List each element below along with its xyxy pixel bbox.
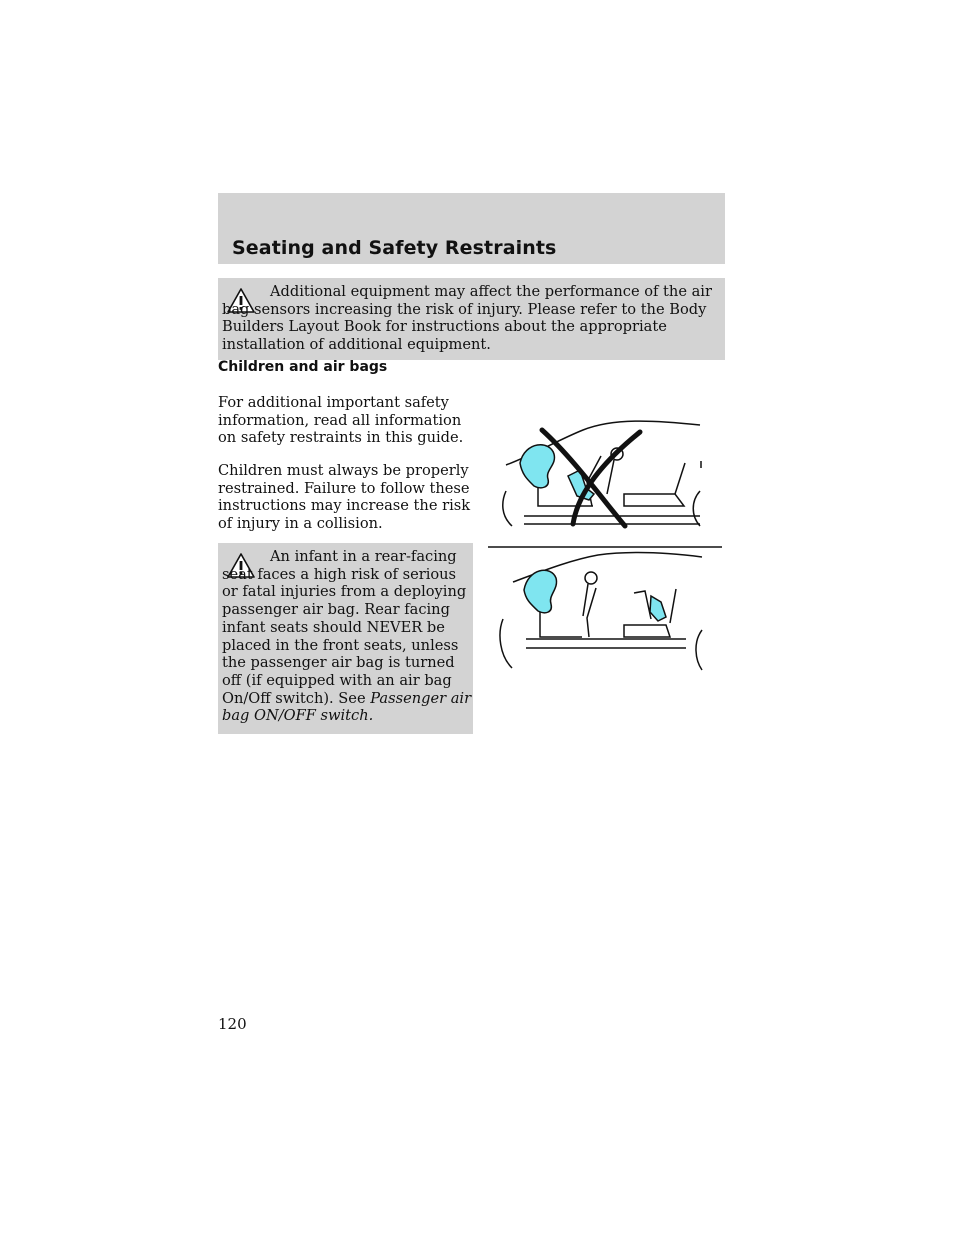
cross-reference-airbag-switch: Passenger air bag ON/OFF switch. bbox=[222, 689, 472, 725]
warning-infant-body: An infant in a rear-facing seat faces a high risk of serious or fatal injuries from a deploying passenger air bag. Rear facing infant seats should NEVER be placed in the front seats, unless the passenger air bag is turned off (if equipped with an air bag On/Off switch). See bbox=[222, 548, 467, 707]
warning-text-infant bbox=[222, 548, 472, 725]
warning-box-infant bbox=[218, 543, 473, 734]
subheading-children-air-bags: Children and air bags bbox=[218, 359, 388, 375]
paragraph-safety-info: For additional important safety information, read all information on safety restraints in this guide. bbox=[218, 394, 464, 447]
section-header bbox=[218, 193, 725, 264]
warning-text-equipment: Additional equipment may affect the performance of the air bag sensors increasing the risk of injury. Please refer to the Body Builders Layout Book for instructions about the appropriate installation of additional equipment. bbox=[222, 283, 712, 354]
warning-box-equipment bbox=[218, 278, 725, 360]
paragraph-children-restrained: Children must always be properly restrained. Failure to follow these instructions may increase the risk of injury in a collision. bbox=[218, 462, 471, 533]
page-number: 120 bbox=[218, 1015, 247, 1033]
section-title: Seating and Safety Restraints bbox=[232, 237, 557, 259]
airbag-child-seat-illustration bbox=[488, 408, 722, 674]
